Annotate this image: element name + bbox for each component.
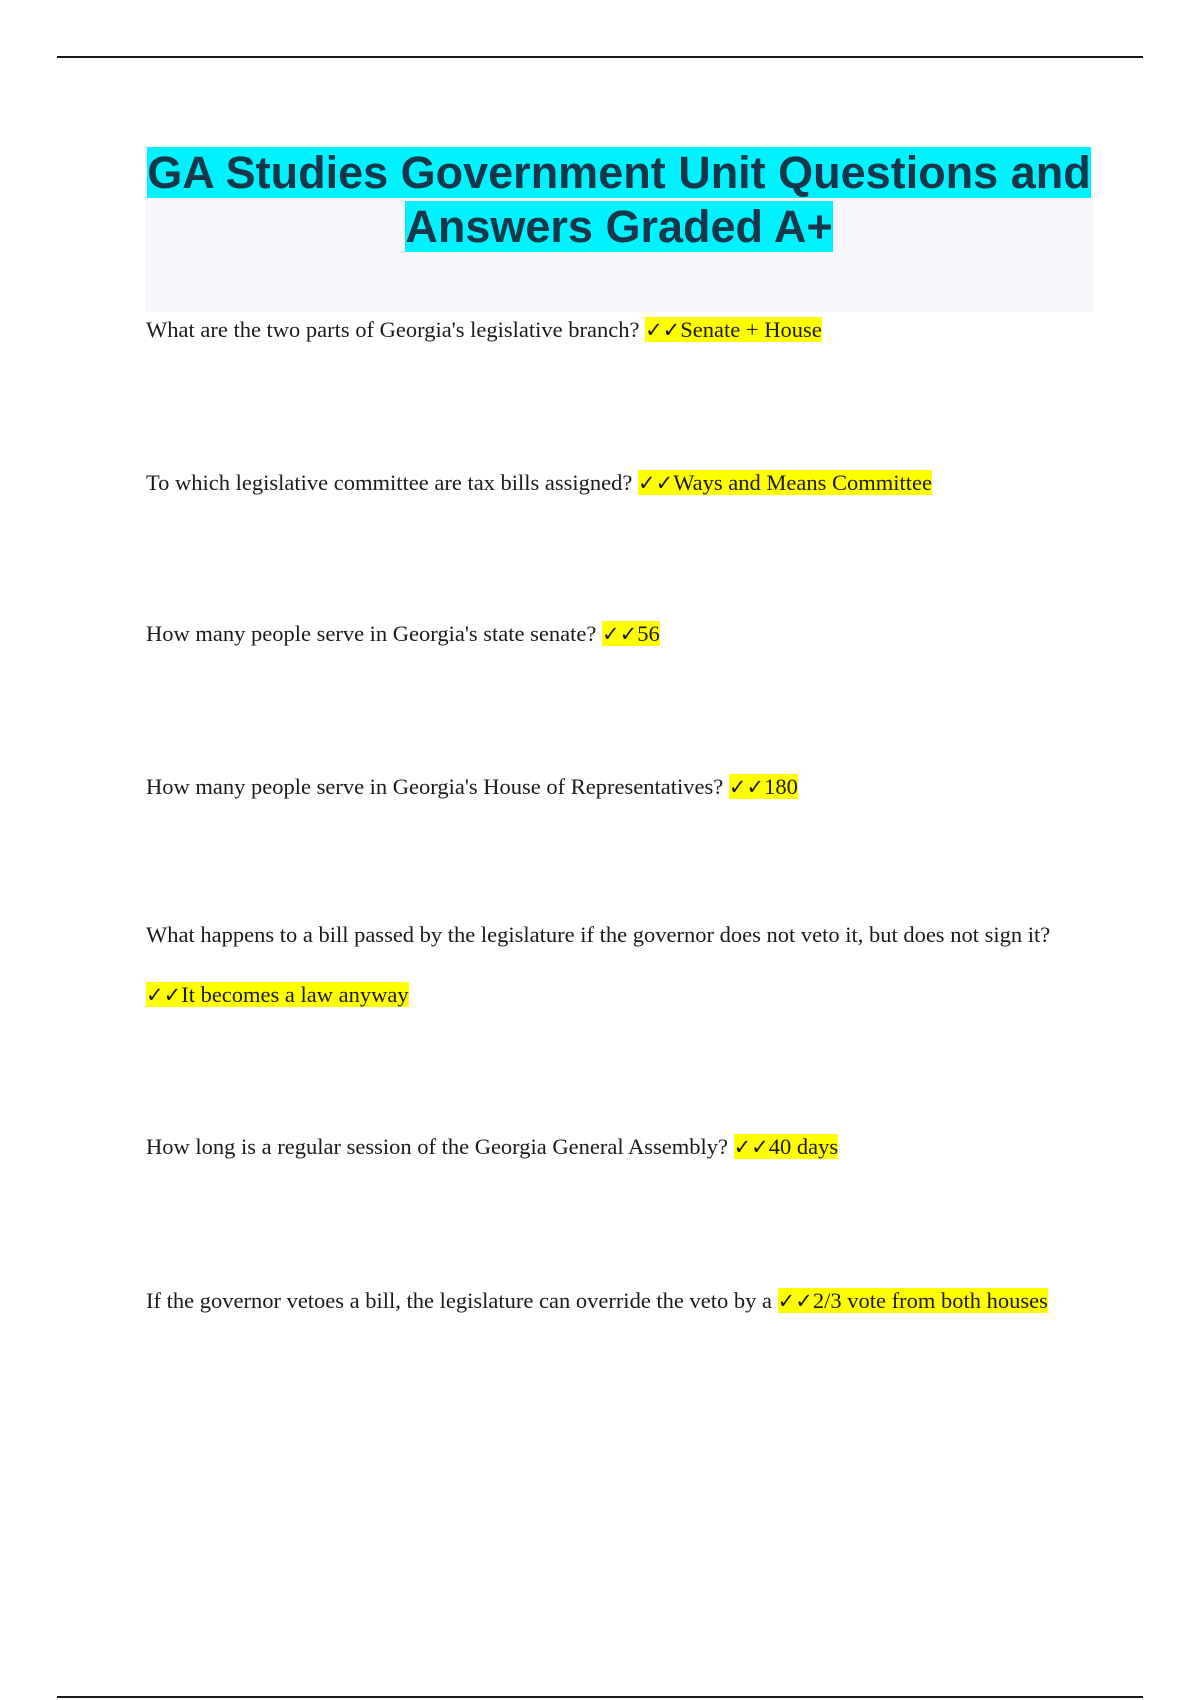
answer-text	[734, 1134, 839, 1159]
answer-value: 180	[764, 774, 798, 799]
answer-text	[602, 621, 660, 646]
answer-text	[645, 317, 822, 342]
answer-text	[638, 470, 932, 495]
question-text: How long is a regular session of the Georgia General Assembly?	[146, 1134, 728, 1159]
double-check-icon: ✓✓	[638, 471, 674, 495]
question-text: To which legislative committee are tax bills assigned?	[146, 470, 633, 495]
answer-value: It becomes a law anyway	[181, 982, 409, 1007]
top-rule	[57, 56, 1143, 58]
answer-text	[146, 982, 409, 1007]
question-text: What are the two parts of Georgia's legislative branch?	[146, 317, 640, 342]
double-check-icon: ✓✓	[728, 775, 765, 799]
qa-item	[146, 1271, 1096, 1331]
qa-item	[146, 604, 1096, 664]
question-text: If the governor vetoes a bill, the legislature can override the veto by a	[146, 1288, 773, 1313]
document-title-text: GA Studies Government Unit Questions and Answers Graded A+	[147, 147, 1091, 252]
qa-item	[146, 300, 1096, 360]
document-title	[145, 146, 1093, 254]
double-check-icon: ✓✓	[602, 622, 638, 646]
answer-value: 40 days	[768, 1134, 839, 1159]
answer-value: 2/3 vote from both houses	[812, 1288, 1048, 1313]
double-check-icon: ✓✓	[645, 318, 681, 342]
question-text: How many people serve in Georgia's House of Representatives?	[146, 774, 724, 799]
answer-text	[778, 1288, 1048, 1313]
qa-item	[146, 453, 1096, 513]
answer-value: 56	[637, 621, 660, 646]
question-text: How many people serve in Georgia's state senate?	[146, 621, 597, 646]
answer-value: Senate + House	[680, 317, 822, 342]
answer-value: Ways and Means Committee	[673, 470, 933, 495]
double-check-icon: ✓✓	[146, 983, 182, 1007]
answer-text	[729, 774, 798, 799]
double-check-icon: ✓✓	[777, 1289, 813, 1313]
double-check-icon: ✓✓	[733, 1135, 769, 1159]
question-text: What happens to a bill passed by the legislature if the governor does not veto it, but does not sign it?	[146, 922, 1051, 947]
bottom-rule	[57, 1696, 1143, 1698]
qa-item	[146, 1117, 1096, 1177]
title-block	[145, 146, 1093, 312]
qa-item	[146, 905, 1096, 1025]
qa-item	[146, 757, 1096, 817]
